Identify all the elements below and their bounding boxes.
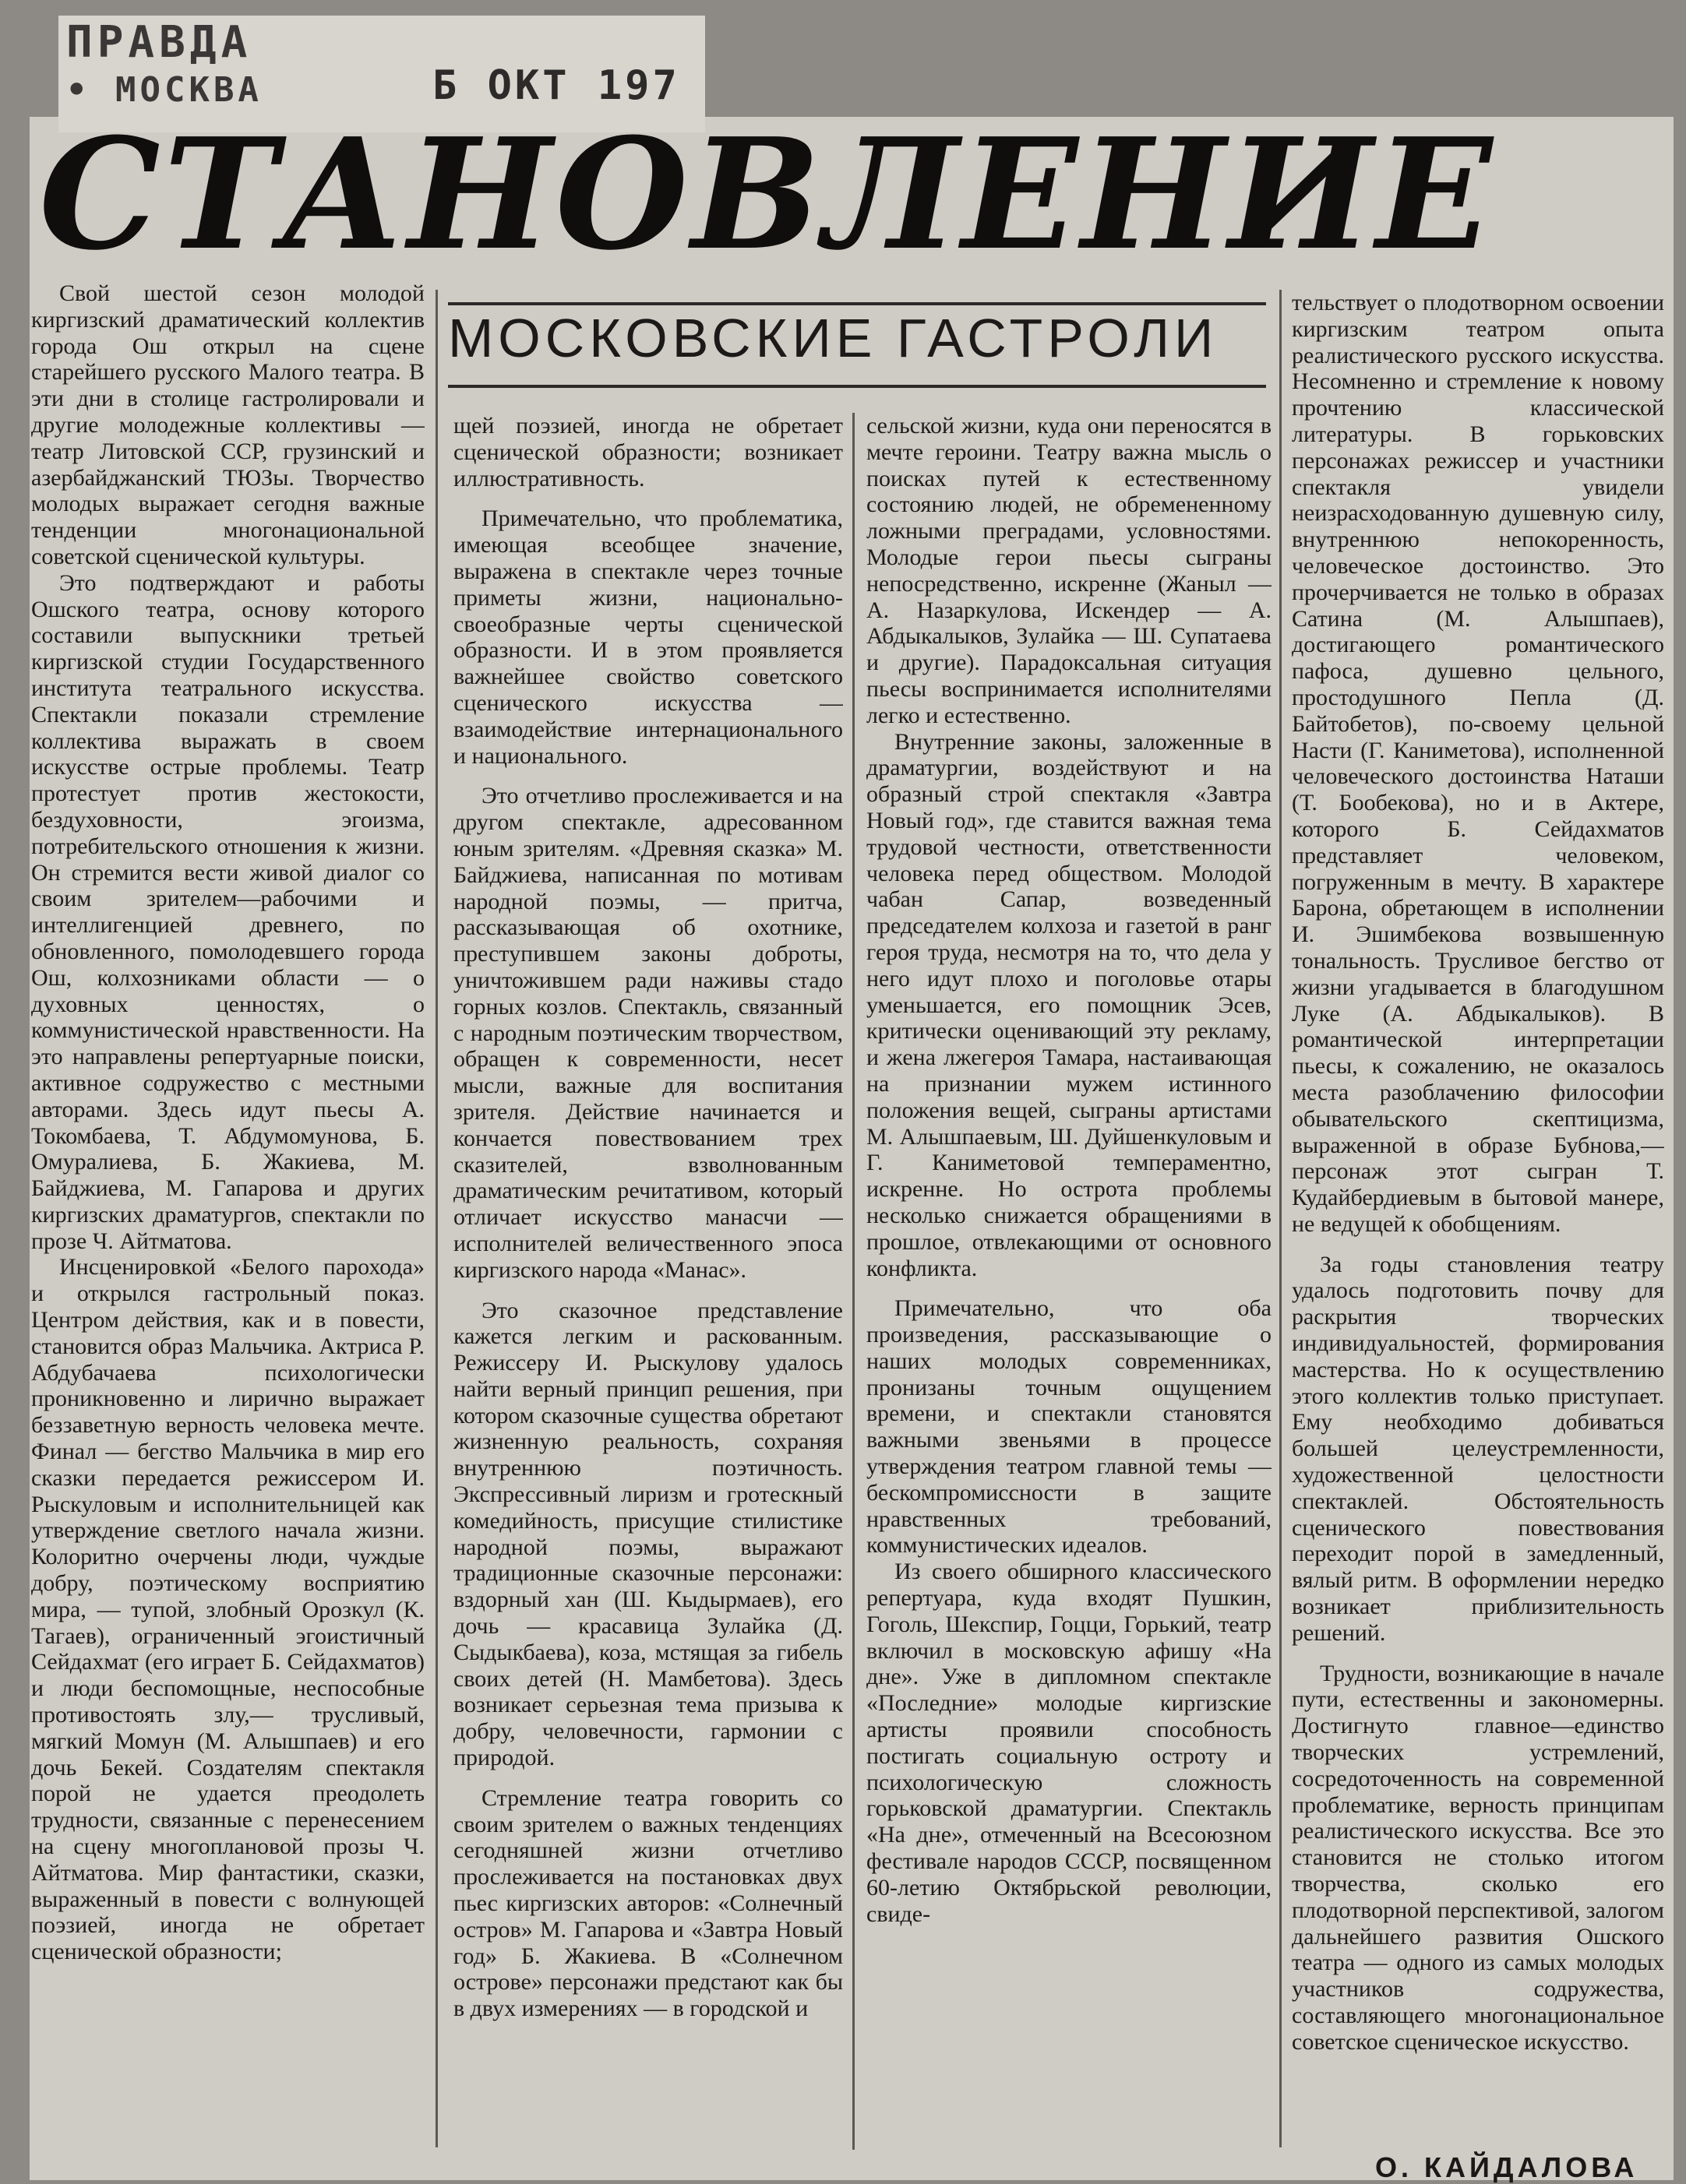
article-column-1 <box>31 280 425 2173</box>
article-subtitle: МОСКОВСКИЕ ГАСТРОЛИ <box>448 308 1219 368</box>
subtitle-rule-top <box>448 302 1266 305</box>
column-2-paragraph-1: щей поэзией, иногда не обретает сценической образности; возникает иллюстративность. <box>453 413 843 491</box>
publication-name: ПРАВДА <box>66 17 252 68</box>
column-divider-2 <box>852 413 855 2150</box>
column-divider-3 <box>1279 290 1282 2147</box>
column-3-paragraph-2: Внутренние законы, заложенные в драматургии, воздействуют и на образный строй спектакля «Завтра Новый год», где ставится важная тема трудовой честности, ответственности человека перед обществом. Молодой чабан Сапар, возведенный председателем колхоза и газетой в ранг героя труда, несмотря на то, что дела у него идут плохо и поголовье отары уменьшается, его помощник Эсев, критически оценивающий эту рекламу, и жена лжегероя Тамара, настаивающая на признании мужем истинного положения вещей, сыграны артистами М. Алышпаевым, Ш. Дуйшенкуловым и Г. Каниметовой темпераментно, искренне. Но острота проблемы несколько снижается обращениями в прошлое, отвлекающими от основного конфликта. <box>866 728 1272 1281</box>
column-1-paragraph-3: Инсценировкой «Белого парохода» и открылся гастрольный показ. Центром действия, как и в повести, становится образ Мальчика. Актриса Р. Абдубачаева психологически проникновенно и лирично выражает беззаветную верность человека мечте. Финал — бегство Мальчика в мир его сказки передается режиссером И. Рыскуловым и исполнительницей как утверждение светлого начала жизни. Колоритно очерчены люди, чуждые добру, поэтическому восприятию мира, — тупой, злобный Орозкул (К. Тагаев), ограниченный эгоистичный Сейдахмат (его играет Б. Сейдахматов) и люди беспомощные, неспособные противостоять злу,— трусливый, мягкий Момун (М. Алышпаев) и его дочь Бекей. Создателям спектакля порой не удается преодолеть трудности, связанные с перенесением на сцену многоплановой прозы Ч. Айтматова. Мир фантастики, сказки, выраженный в повести с волнующей поэзией, иногда не обретает сценической образности; <box>31 1254 425 1965</box>
article-column-2 <box>453 413 843 2169</box>
column-2-paragraph-2: Примечательно, что проблематика, имеющая всеобщее значение, выражена в спектакле через точные приметы жизни, национально-своеобразные черты сценической образности. И в этом проявляется важнейшее свойство советского сценического искусства — взаимодействие интернационального и национального. <box>453 505 843 769</box>
article-column-3 <box>866 413 1272 2169</box>
publication-date: Б ОКТ 197 <box>432 62 680 109</box>
column-2-paragraph-4: Это сказочное представление кажется легким и раскованным. Режиссеру И. Рыскулову удалось найти верный принцип решения, при котором сказочные существа обретают жизненную реальность, сохраняя внутреннюю поэтичность. Экспрессивный лиризм и гротескный комедийность, присущие стилистике народной поэмы, выражают традиционные сказочные персонажи: вздорный хан (Ш. Кыдырмаев), его дочь — красавица Зулайка (Д. Сыдыкбаева), коза, мстящая за гибель своих детей (Н. Мамбетова). Здесь возникает серьезная тема призыва к добру, человечности, гармонии с природой. <box>453 1297 843 1771</box>
column-2-paragraph-3: Это отчетливо прослеживается и на другом спектакле, адресованном юным зрителям. «Древняя сказка» М. Байджиева, написанная по мотивам народной поэмы, — притча, рассказывающая об охотнике, преступившем законы доброты, уничтожившем ради наживы стадо горных козлов. Спектакль, связанный с народным поэтическим творчеством, обращен к современности, несет мысли, важные для воспитания зрителя. Действие начинается и кончается повествованием трех сказителей, взволнованным драматическим речитативом, который отличает искусство манасчи — исполнителей величественного эпоса киргизского народа «Манас». <box>453 783 843 1283</box>
column-1-paragraph-2: Это подтверждают и работы Ошского театра, основу которого составили выпускники третьей киргизской студии Государственного института театрального искусства. Спектакли показали стремление коллектива выражать в своем искусстве острые проблемы. Театр протестует против жестокости, бездуховности, эгоизма, потребительского отношения к жизни. Он стремится вести живой диалог со своим зрителем—рабочими и интеллигенцией древнего, по обновленного, помолодевшего города Ош, колхозниками области — о духовных ценностях, о коммунистической нравственности. На это направлены репертуарные поиски, активное содружество с местными авторами. Здесь идут пьесы А. Токомбаева, Т. Абдумомунова, Б. Омуралиева, Б. Жакиева, М. Байджиева, М. Гапарова и других киргизских драматургов, спектакли по прозе Ч. Айтматова. <box>31 569 425 1254</box>
column-4-paragraph-3: Трудности, возникающие в начале пути, естественны и закономерны. Достигнуто главное—единство творческих устремлений, сосредоточенность на современной проблематике, верность принципам реалистического искусства. Все это становится не столько итогом творчества, сколько его плодотворной перспективой, залогом дальнейшего развития Ошского театра — одного из самых молодых участников содружества, составляющего многонациональное советское сценическое искусство. <box>1292 1660 1664 2055</box>
article-title: СТАНОВЛЕНИЕ <box>39 117 1496 273</box>
column-4-paragraph-1: тельствует о плодотворном освоении киргизским театром опыта реалистического русского искусства. Несомненно и стремление к новому прочтению классической литературы. В горьковских персонажах режиссер и участники спектакля увидели неизрасходованную душевную силу, внутреннюю непокоренность, человеческое достоинство. Это прочерчивается не только в образах Сатина (М. Алышпаев), достигающего романтического пафоса, душевно цельного, простодушного Пепла (Д. Байтобетов), по-своему цельной Насти (Г. Каниметова), исполненной человеческого достоинства Наташи (Т. Бообекова), но и в Актере, которого Б. Сейдахматов представляет человеком, погруженным в мечту. В характере Барона, обретающем в исполнении И. Эшимбекова возвышенную тональность. Трусливое бегство от жизни угадывается в благодушном Луке (А. Абдыкалыков). В романтической интерпретации пьесы, к сожалению, не оказалось места разоблачению философии обывательского скептицизма, выраженной в образе Бубнова,—персонаж этот сыгран Т. Кудайбердиевым в бытовой манере, не ведущей к обобщениям. <box>1292 290 1664 1237</box>
column-2-paragraph-5: Стремление театра говорить со своим зрителем о важных тенденциях сегодняшней жизни отчетливо прослеживается на постановках двух пьес киргизских авторов: «Солнечный остров» М. Гапарова и «Завтра Новый год» Б. Жакиева. В «Солнечном острове» персонажи предстают как бы в двух измерениях — в городской и <box>453 1784 843 2022</box>
column-divider-1 <box>436 290 438 2147</box>
column-3-paragraph-3: Примечательно, что оба произведения, рассказывающие о наших молодых современниках, пронизаны точным ощущением времени, и спектакли становятся важными звеньями в процессе утверждения театром главной темы — бескомпромиссности в защите нравственных требований, коммунистических идеалов. <box>866 1295 1272 1559</box>
column-1-paragraph-1: Свой шестой сезон молодой киргизский драматический коллектив города Ош открыл на сцене старейшего русского Малого театра. В эти дни в столице гастролировали и другие молодежные коллективы — театр Литовской ССР, грузинский и азербайджанский ТЮЗы. Творчество молодых выражает сегодня важные тенденции многонациональной советской сценической культуры. <box>31 280 425 569</box>
column-3-paragraph-4: Из своего обширного классического репертуара, куда входят Пушкин, Гоголь, Шекспир, Гоцци, Горький, театр включил в московскую афишу «На дне». Уже в дипломном спектакле «Последние» молодые киргизские артисты проявили способность постигать социальную остроту и психологическую сложность горьковской драматургии. Спектакль «На дне», отмеченный на Всесоюзном фестивале народов СССР, посвященном 60-летию Октябрьской революции, свиде- <box>866 1559 1272 1927</box>
subtitle-rule-bottom <box>448 385 1266 388</box>
article-byline: О. КАЙДАЛОВА <box>1375 2151 1638 2183</box>
article-column-4 <box>1292 290 1664 2143</box>
column-3-paragraph-1: сельской жизни, куда они переносятся в мечте героини. Театру важна мысль о поисках путей к естественному состоянию людей, не обремененному ложными преградами, условностями. Молодые герои пьесы сыграны непосредственно, искренне (Жаныл — А. Назаркулова, Искендер — А. Абдыкалыков, Зулайка — Ш. Супатаева и другие). Парадоксальная ситуация пьесы воспринимается исполнителями легко и естественно. <box>866 413 1272 728</box>
publication-city: • МОСКВА <box>66 70 263 110</box>
column-4-paragraph-2: За годы становления театру удалось подготовить почву для раскрытия творческих индивидуальностей, формирования мастерства. Но к осуществлению этого коллектив только приступает. Ему необходимо добиваться большей целеустремленности, художественной целостности спектаклей. Обстоятельность сценического повествования переходит порой в замедленный, вялый ритм. В оформлении нередко возникает приблизительность решений. <box>1292 1251 1664 1646</box>
